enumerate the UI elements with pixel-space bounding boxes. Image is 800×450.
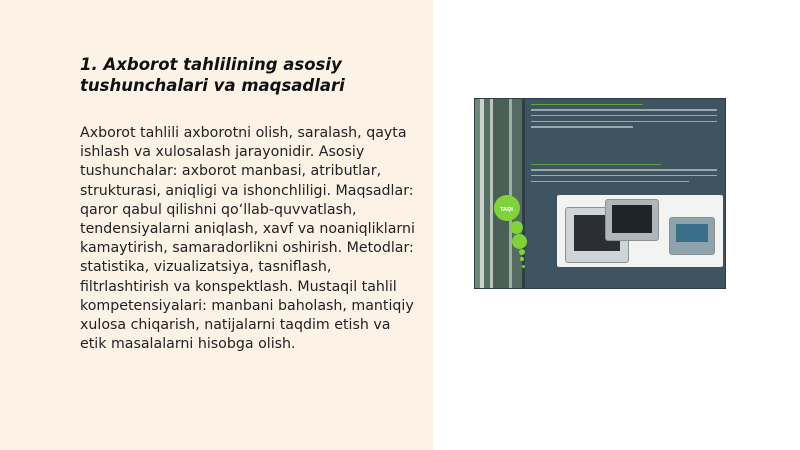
green-bubble — [519, 249, 525, 255]
slide-title: 1. Axborot tahlilining asosiy tushunchalari va maqsadlari — [80, 55, 345, 95]
green-bubble — [522, 265, 525, 268]
picture-text-block — [531, 161, 717, 186]
embedded-slide-picture — [475, 99, 725, 288]
bubble-label: TAQI — [500, 207, 514, 213]
laptop-icon — [605, 199, 659, 241]
decor-stripe — [493, 99, 509, 288]
computer-monitors-photo — [557, 195, 723, 267]
device-icon — [669, 217, 715, 255]
green-bubble — [520, 257, 524, 261]
slide-body-text: Axborot tahlili axborotni olish, saralash, qayta ishlash va xulosalash jarayonidir. Asosiy tushunchalar: axborot manbasi, atributlar, strukturasi, aniqligi va ishonchliligi. Maqsadlar: qaror qabul qilishni qo‘llab-quvvatlash, tendensiyalarni aniqlash, xavf va noaniqliklarni kamaytirish, samaradorlikni oshirish. Metodlar: statistika, vizualizatsiya, tasniflash, filtrlashtirish va konspektlash. Mustaqil tahlil kompetensiyalari: manbani baholash, mantiqiy xulosa chiqarish, natijalarni taqdim etish va etik masalalarni hisobga olish. — [80, 125, 415, 353]
picture-text-block — [531, 101, 717, 132]
green-bubble — [512, 234, 527, 249]
green-bubble — [510, 221, 523, 234]
